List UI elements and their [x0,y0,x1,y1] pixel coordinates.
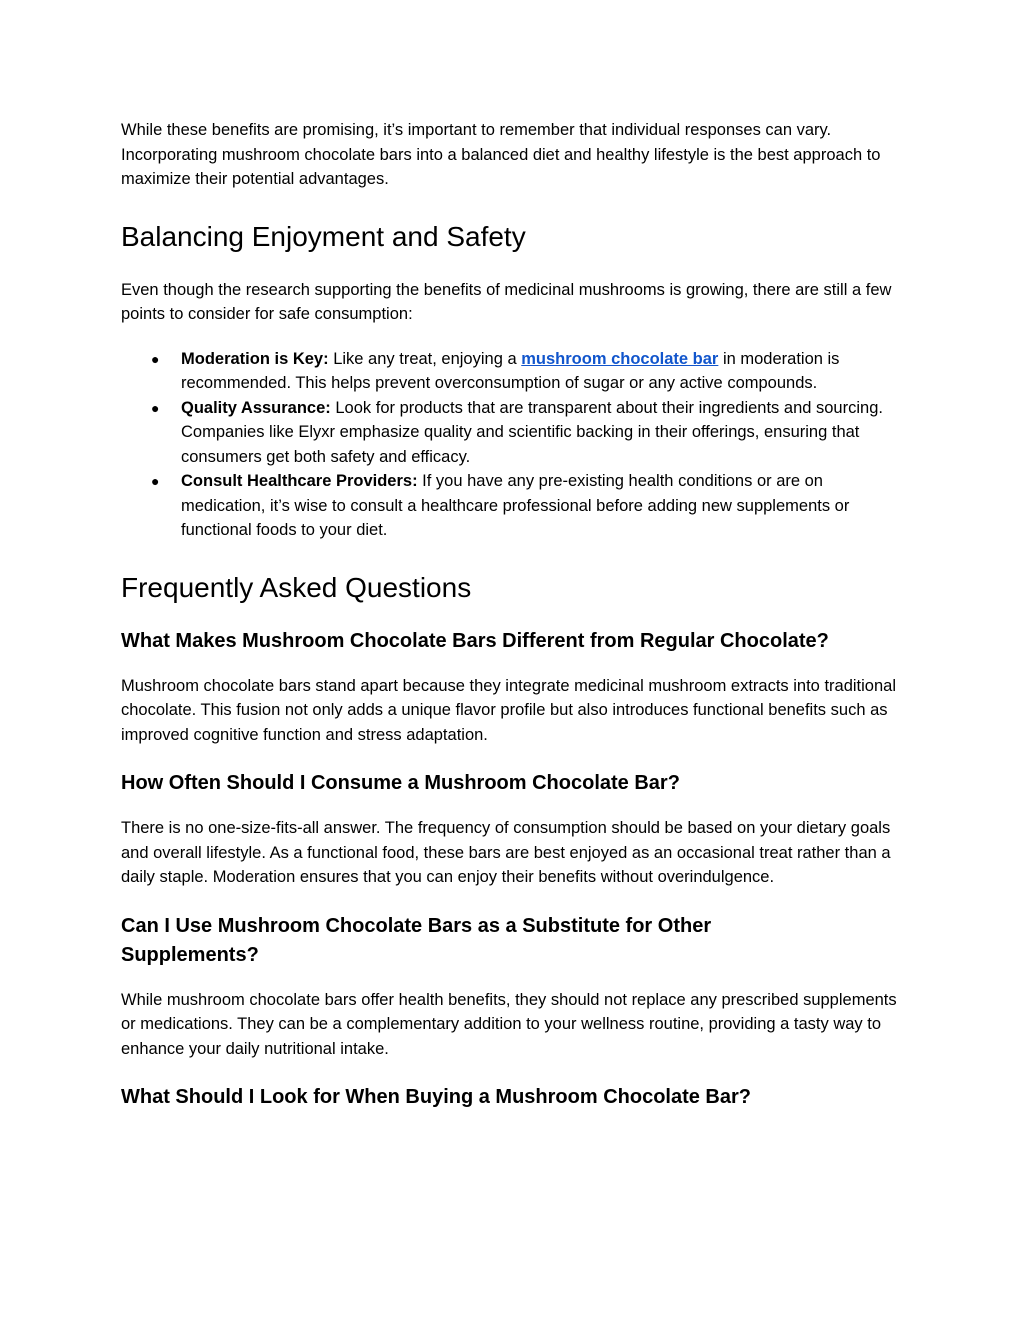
bullet-text: Look for products that are transparent about their ingredients and sourcing. Companies like Elyxr emphasize quality and scientific backing in their offerings, ensuring that consumers get both safety and efficacy. [181,398,883,466]
bullet-icon: ● [151,350,160,367]
bullet-text: If you have any pre-existing health conditions or are on medication, it’s wise to consult a healthcare professional before adding new supplements or functional foods to your diet. [181,472,850,539]
bullet-text: Like any treat, enjoying a [328,349,522,368]
faq-question: What Should I Look for When Buying a Mushroom Chocolate Bar? [121,1086,751,1108]
bullet-term: Moderation is Key: [181,349,329,368]
intro-paragraph: While these benefits are promising, it’s important to remember that individual responses can vary. Incorporating mushroom chocolate bars into a balanced diet and healthy lifestyle is the best approach to maximize their potential advantages. [121,121,881,188]
document-page [121,118,911,1112]
bullet-term: Quality Assurance: [181,398,331,417]
bullet-icon: ● [151,473,160,489]
list-item [121,347,911,396]
faq-question: Can I Use Mushroom Chocolate Bars as a Substitute for Other Supplements? [121,914,712,966]
safety-bullet-list [121,347,911,543]
faq-answer: Mushroom chocolate bars stand apart because they integrate medicinal mushroom extracts into traditional chocolate. This fusion not only adds a unique flavor profile but also introduces functional benefits such as improved cognitive function and stress adaptation. [121,676,896,744]
list-item [121,469,911,543]
mushroom-chocolate-bar-link[interactable]: mushroom chocolate bar [521,349,719,368]
list-item [121,396,911,470]
faq-answer: While mushroom chocolate bars offer health benefits, they should not replace any prescribed supplements or medications. They can be a complementary addition to your wellness routine, providing a tasty way to enhance your daily nutritional intake. [121,990,897,1058]
bullet-term: Consult Healthcare Providers: [181,472,418,490]
faq-heading: Frequently Asked Questions [121,571,472,603]
balancing-paragraph: Even though the research supporting the benefits of medicinal mushrooms is growing, there are still a few points to consider for safe consumption: [121,280,892,323]
faq-question: What Makes Mushroom Chocolate Bars Different from Regular Chocolate? [121,629,829,652]
faq-question: How Often Should I Consume a Mushroom Chocolate Bar? [121,772,680,794]
balancing-heading: Balancing Enjoyment and Safety [121,220,526,252]
faq-answer: There is no one-size-fits-all answer. The frequency of consumption should be based on your dietary goals and overall lifestyle. As a functional food, these bars are best enjoyed as an occasional treat rather than a daily staple. Moderation ensures that you can enjoy their benefits without overindulgence. [121,819,891,886]
bullet-icon: ● [151,399,160,416]
bullet-text: in moderation is recommended. This helps prevent overconsumption of sugar or any active compounds. [181,349,840,392]
